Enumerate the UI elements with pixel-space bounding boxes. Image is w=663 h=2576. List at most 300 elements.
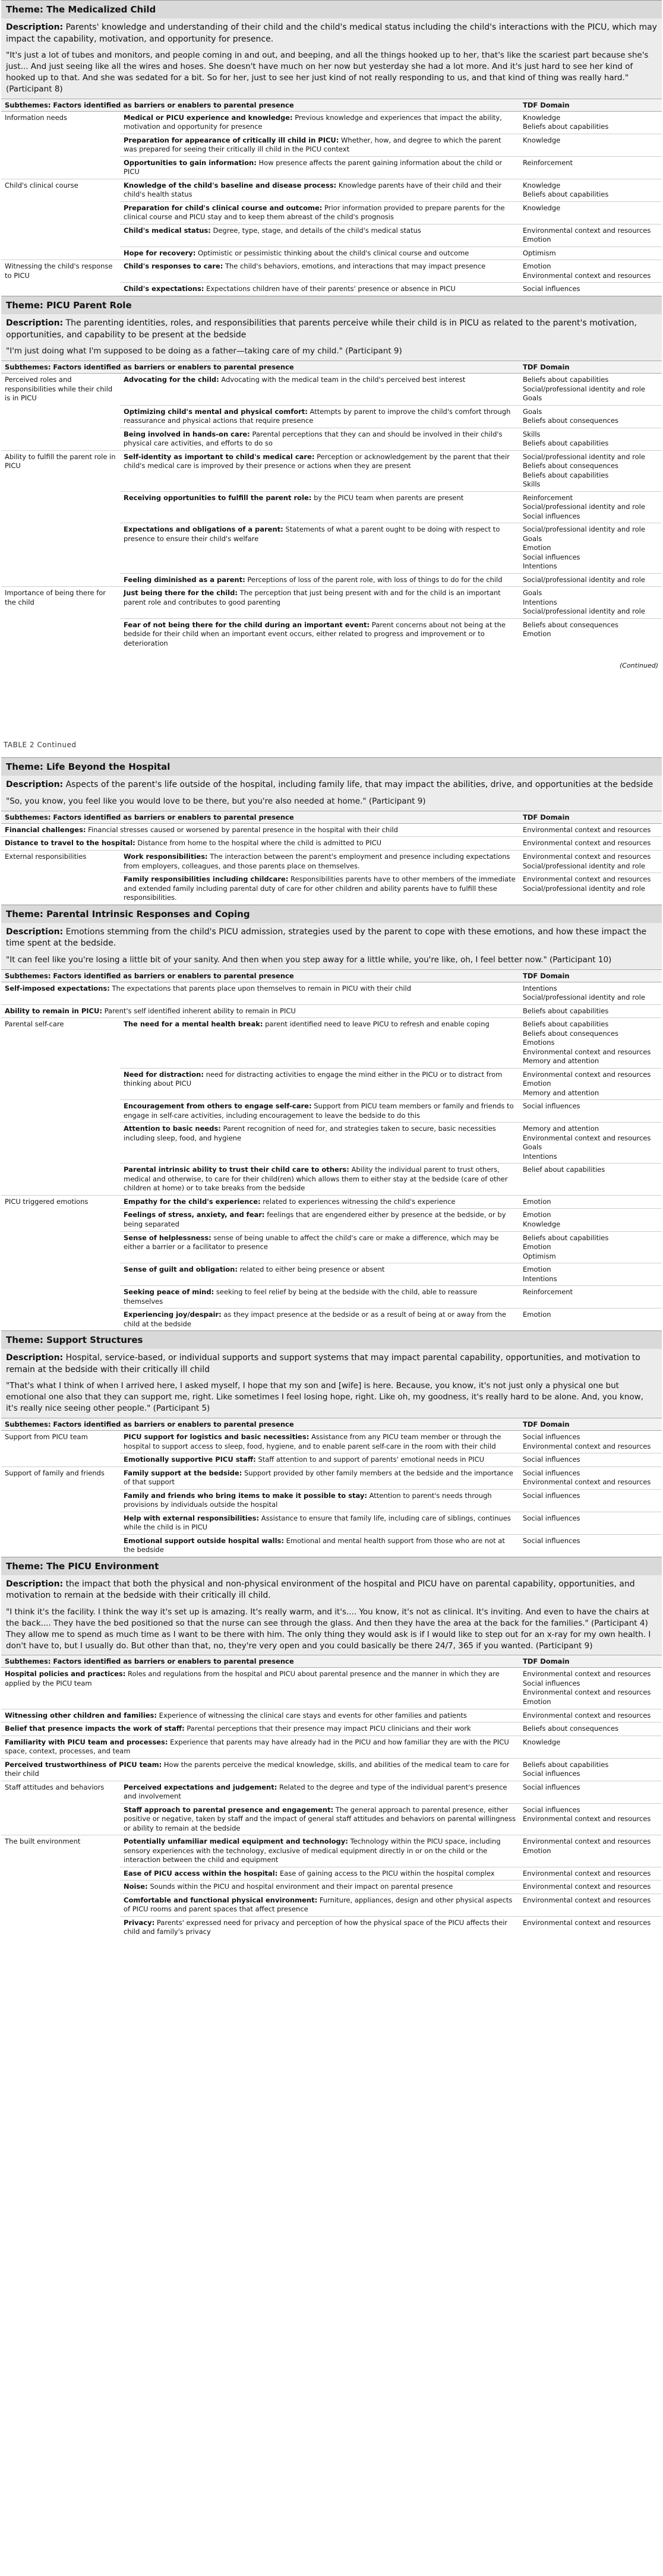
description-label: Description:: [6, 780, 64, 790]
subtheme-cell: [1, 1100, 120, 1123]
tdf-domain-cell: [519, 1668, 662, 1709]
factor-name: Family responsibilities including childcare:: [124, 875, 289, 884]
description-text: Aspects of the parent's life outside of the hospital, including family life, that may impact the abilities, drive, and opportunities at the bedside: [65, 780, 653, 790]
factor-cell: [120, 1466, 519, 1489]
tdf-domain-cell: [519, 1195, 662, 1209]
factor-cell: [120, 1100, 519, 1123]
tdf-header: TDF Domain: [519, 99, 662, 111]
factor-description: Attention to parent's needs through provisions by individuals outside the hospital: [124, 1491, 492, 1509]
factor-name: Advocating for the child:: [124, 375, 219, 384]
table-row: [1, 982, 662, 1004]
tdf-domain-cell: [519, 873, 662, 905]
tdf-domain: Beliefs about capabilities: [523, 1020, 609, 1029]
table-row: [1, 156, 662, 179]
tdf-domain-cell: [519, 201, 662, 224]
factor-cell: [120, 1894, 519, 1916]
factor-description: parent identified need to leave PICU to refresh and enable coping: [265, 1020, 490, 1029]
tdf-domain: Environmental context and resources: [523, 1815, 651, 1823]
factor-description: Support from PICU team members or family and friends to engage in self-care activities, including encouragement to leave the bedside to do this: [124, 1102, 514, 1120]
factor-description: Experience of witnessing the clinical care stays and events for other families and patients: [159, 1711, 467, 1720]
tdf-domain: Goals: [523, 394, 542, 403]
table-header-row: [1, 1655, 662, 1668]
factor-description: Ease of gaining access to the PICU within the hospital complex: [279, 1869, 495, 1878]
theme-title: Theme: The PICU Environment: [1, 1557, 662, 1575]
tdf-domain: Social influences: [523, 1536, 580, 1545]
factor-cell: [1, 1722, 519, 1736]
factor-description: Perception or acknowledgement by the parent that their child's medical care is improved by their presence or actions when they are present: [124, 452, 510, 470]
subthemes-header: Subthemes: Factors identified as barriers or enablers to parental presence: [1, 1418, 519, 1431]
subtheme-cell: [1, 156, 120, 179]
theme-section: [1, 905, 662, 1331]
factor-name: Fear of not being there for the child during an important event:: [124, 620, 370, 629]
table-header-row: [1, 361, 662, 374]
tdf-domain: Goals: [523, 1143, 542, 1152]
factor-description: Emotional and mental health support from those who are not at the bedside: [124, 1536, 505, 1554]
table-row: [1, 111, 662, 134]
table-caption: TABLE 2 Continued: [4, 741, 77, 750]
factor-name: Just being there for the child:: [124, 589, 238, 598]
tdf-domain: Emotion: [523, 630, 551, 639]
factor-name: Encouragement from others to engage self-care:: [124, 1102, 312, 1111]
tdf-domain: Environmental context and resources: [523, 1133, 651, 1142]
theme-description: [1, 923, 662, 953]
factor-cell: [120, 523, 519, 574]
factor-name: Expectations and obligations of a parent:: [124, 525, 283, 534]
factor-cell: [120, 1867, 519, 1880]
factor-description: Previous knowledge and experiences that impact the ability, motivation and opportunity for presence: [124, 113, 502, 131]
subtheme-cell: [1, 1512, 120, 1534]
tdf-domain: Social influences: [523, 1433, 580, 1442]
tdf-domain: Beliefs about capabilities: [523, 122, 609, 131]
factor-description: Parent recognition of need for, and strategies taken to secure, basic necessities including sleep, food, and hygiene: [124, 1124, 496, 1142]
tdf-domain: Social/professional identity and role: [523, 884, 645, 893]
tdf-domain-cell: [519, 837, 662, 851]
factor-cell: [120, 156, 519, 179]
tdf-domain: Memory and attention: [523, 1124, 599, 1133]
subtheme-cell: [1, 1803, 120, 1835]
factor-description: Financial stresses caused or worsened by parental presence in the hospital with their child: [88, 825, 398, 834]
description-text: Emotions stemming from the child's PICU admission, strategies used by the parent to cope with these emotions, and how these impact the time spent at the bedside.: [6, 927, 647, 949]
factor-cell: [120, 1123, 519, 1164]
theme-title: Theme: PICU Parent Role: [1, 296, 662, 314]
tdf-domain-cell: [519, 823, 662, 837]
tdf-domain-cell: [519, 1736, 662, 1758]
tdf-domain-cell: [519, 618, 662, 650]
tdf-domain: Social/professional identity and role: [523, 993, 645, 1002]
factor-name: Work responsibilities:: [124, 852, 208, 861]
description-text: Hospital, service-based, or individual supports and support systems that may impact parental capability, opportunities, and motivation to remain at the bedside with their critically ill child: [6, 1353, 640, 1374]
tdf-domain-cell: [519, 851, 662, 873]
tdf-domain-cell: [519, 982, 662, 1004]
subtheme-table: [1, 811, 662, 905]
subthemes-header: Subthemes: Factors identified as barriers or enablers to parental presence: [1, 811, 519, 823]
factor-name: PICU support for logistics and basic necessities:: [124, 1433, 310, 1442]
factor-cell: [120, 1263, 519, 1286]
tdf-domain-cell: [519, 134, 662, 156]
factor-cell: [120, 573, 519, 587]
factor-cell: [1, 1004, 519, 1018]
description-text: the impact that both the physical and non-physical environment of the hospital and PICU have on parental capability, opportunities, and motivation to remain at the bedside with their critically ill child.: [6, 1579, 635, 1601]
description-label: Description:: [6, 927, 64, 937]
table-row: [1, 1835, 662, 1867]
table-row: [1, 823, 662, 837]
table-row: [1, 1709, 662, 1722]
table-row: [1, 1263, 662, 1286]
factor-description: The interaction between the parent's employment and presence including expectations from employers, colleagues, and those parents place on themselves.: [124, 852, 510, 870]
tdf-domain: Skills: [523, 429, 541, 438]
tdf-domain: Beliefs about consequences: [523, 1029, 619, 1038]
factor-description: Experience that parents may have already had in the PICU and how familiar they are with the PICU space, context, processes, and team: [5, 1737, 509, 1756]
subtheme-cell: [1, 1068, 120, 1100]
tdf-header: TDF Domain: [519, 969, 662, 982]
factor-cell: [120, 1803, 519, 1835]
factor-name: Preparation for child's clinical course and outcome:: [124, 203, 323, 212]
table-row: [1, 1758, 662, 1781]
subtheme-cell: [1, 1209, 120, 1231]
subthemes-header: Subthemes: Factors identified as barriers or enablers to parental presence: [1, 1655, 519, 1668]
factor-cell: [120, 1453, 519, 1467]
subtheme-cell: [1, 1867, 120, 1880]
factor-name: Family support at the bedside:: [124, 1468, 242, 1477]
tdf-domain: Social influences: [523, 1491, 580, 1500]
tdf-domain: Emotion: [523, 1265, 551, 1274]
factor-name: Belief that presence impacts the work of staff:: [5, 1724, 185, 1733]
tdf-domain: Social/professional identity and role: [523, 525, 645, 534]
tdf-domain: Social influences: [523, 1513, 580, 1522]
tdf-domain: Social influences: [523, 1805, 580, 1814]
factor-name: Family and friends who bring items to make it possible to stay:: [124, 1491, 367, 1500]
subtheme-table: [1, 1418, 662, 1557]
factor-name: Self-identity as important to child's medical care:: [124, 452, 315, 461]
table-row: [1, 405, 662, 428]
factor-description: Statements of what a parent ought to be doing with respect to presence to ensure their child's welfare: [124, 525, 500, 543]
factor-cell: [120, 1489, 519, 1512]
factor-description: seeking to feel relief by being at the bedside with the child, able to reassure themselves: [124, 1288, 478, 1306]
factor-description: Degree, type, stage, and details of the child's medical status: [213, 226, 421, 235]
theme-quote: "I think it's the facility. I think the way it's set up is amazing. It's really warm, and it's.... You know, it's not as clinical. It's inviting. And even to have the chairs at the back.... They have the bed positioned so that the nurse can see through the glass. And then they have the area at the back for the families." (Participant 4) They allow me to spend as much time as I want to be there with him. The only thing they would ask is if I would like to step out for an x-ray for my own health. I don't have to, but I usually do. But other than that, no, they're very open and you could basically be there 24/7, 365 if you wanted. (Participant 9): [1, 1605, 662, 1655]
subtheme-cell: [1, 491, 120, 523]
factor-cell: [120, 1916, 519, 1939]
tdf-domain: Emotion: [523, 1846, 551, 1855]
tdf-domain: Beliefs about capabilities: [523, 1233, 609, 1242]
subtheme-cell: [1, 1231, 120, 1263]
table-row: [1, 179, 662, 201]
tdf-domain: Environmental context and resources: [523, 1882, 651, 1891]
factor-cell: [120, 873, 519, 905]
subtheme-cell: The built environment: [1, 1835, 120, 1867]
tdf-domain-cell: [519, 1018, 662, 1069]
factor-description: Technology within the PICU space, including sensory experiences with the technology, exclusive of medical equipment directly in or on the child or the interaction between the child and equipment: [124, 1837, 501, 1864]
factor-cell: [1, 982, 519, 1004]
factor-description: Sounds within the PICU and hospital environment and their impact on parental presence: [150, 1882, 453, 1891]
tdf-domain: Environmental context and resources: [523, 1895, 651, 1904]
factor-cell: [120, 450, 519, 491]
tdf-domain: Social influences: [523, 1679, 580, 1687]
description-label: Description:: [6, 1353, 64, 1363]
table-row: [1, 1100, 662, 1123]
tdf-domain-cell: [519, 1068, 662, 1100]
factor-description: Expectations children have of their parents' presence or absence in PICU: [206, 285, 456, 293]
tdf-domain-cell: [519, 1867, 662, 1880]
tdf-domain: Environmental context and resources: [523, 825, 651, 834]
tdf-domain-cell: [519, 1512, 662, 1534]
tdf-domain-cell: [519, 1916, 662, 1939]
table-row: [1, 1195, 662, 1209]
subthemes-header: Subthemes: Factors identified as barriers or enablers to parental presence: [1, 969, 519, 982]
factor-description: Knowledge parents have of their child and their child's health status: [124, 181, 502, 199]
tdf-domain: Social/professional identity and role: [523, 384, 645, 393]
table-row: [1, 1209, 662, 1231]
factor-cell: [120, 1781, 519, 1803]
tdf-domain: Environmental context and resources: [523, 1047, 651, 1056]
tdf-domain: Social/professional identity and role: [523, 452, 645, 461]
tdf-domain-cell: [519, 1489, 662, 1512]
tdf-domain: Social influences: [523, 1468, 580, 1477]
subtheme-cell: Support of family and friends: [1, 1466, 120, 1489]
subtheme-table: [1, 969, 662, 1331]
factor-name: Experiencing joy/despair:: [124, 1310, 222, 1319]
factor-cell: [120, 1018, 519, 1069]
table-row: [1, 1867, 662, 1880]
table-part-two: [1, 757, 662, 1938]
tdf-domain: Knowledge: [523, 1220, 561, 1228]
table-row: [1, 1018, 662, 1069]
tdf-domain: Social influences: [523, 285, 580, 293]
tdf-domain: Optimism: [523, 248, 556, 257]
tdf-domain-cell: [519, 1709, 662, 1722]
table-row: [1, 201, 662, 224]
factor-description: The expectations that parents place upon themselves to remain in PICU with their child: [112, 984, 412, 993]
tdf-domain-cell: [519, 1123, 662, 1164]
description-text: Parents' knowledge and understanding of their child and the child's medical status including the child's interactions with the PICU, which may impact the capability, motivation, and opportunity for presence.: [6, 23, 657, 44]
factor-cell: [1, 1758, 519, 1781]
tdf-domain: Skills: [523, 480, 541, 489]
table-row: [1, 851, 662, 873]
table-row: [1, 1916, 662, 1939]
factor-cell: [120, 1835, 519, 1867]
subtheme-cell: [1, 1286, 120, 1308]
tdf-domain: Environmental context and resources: [523, 1869, 651, 1878]
tdf-domain-cell: [519, 111, 662, 134]
subtheme-cell: [1, 246, 120, 260]
tdf-domain-cell: [519, 283, 662, 296]
factor-description: feelings that are engendered either by presence at the bedside, or by being separated: [124, 1210, 506, 1228]
factor-name: Help with external responsibilities:: [124, 1513, 260, 1522]
factor-name: Receiving opportunities to fulfill the parent role:: [124, 493, 312, 502]
theme-quote: "I'm just doing what I'm supposed to be doing as a father—taking care of my child." (Participant 9): [1, 344, 662, 361]
tdf-domain: Emotion: [523, 1210, 551, 1219]
subtheme-cell: Perceived roles and responsibilities while their child is in PICU: [1, 374, 120, 406]
theme-quote: "It can feel like you're losing a little bit of your sanity. And then when you step away for a little while, you're like, oh, I feel better now." (Participant 10): [1, 953, 662, 969]
factor-description: Ability the individual parent to trust others, medical and otherwise, to care for their child(ren) which allows them to either stay at the bedside (care of other children at home) or to take breaks from the bedside: [124, 1165, 508, 1193]
tdf-domain: Reinforcement: [523, 493, 573, 502]
tdf-domain: Emotion: [523, 543, 551, 552]
factor-name: Parental intrinsic ability to trust their child care to others:: [124, 1165, 349, 1174]
factor-description: How presence affects the parent gaining information about the child or PICU: [124, 158, 503, 176]
factor-name: Child's medical status:: [124, 226, 211, 235]
factor-cell: [120, 246, 519, 260]
factor-description: as they impact presence at the bedside or as a result of being at or away from the child at the bedside: [124, 1310, 506, 1328]
table-row: [1, 1231, 662, 1263]
factor-name: Privacy:: [124, 1918, 155, 1927]
factor-name: Feelings of stress, anxiety, and fear:: [124, 1210, 265, 1219]
tdf-domain: Social/professional identity and role Social influences: [523, 502, 645, 520]
tdf-domain-cell: [519, 405, 662, 428]
table-row: [1, 428, 662, 450]
factor-cell: [120, 201, 519, 224]
theme-quote: "That's what I think of when I arrived here, I asked myself, I hope that my son and [wife] is here. Because, you know, it's not just only a physical one but emotional one also that they can support me, right. Like sometimes I feel losing hope, right. Like oh, my goodness, it's really hard to be alone. And, you know, it's really nice seeing other people." (Participant 5): [1, 1379, 662, 1418]
tdf-domain: Beliefs about consequences: [523, 620, 619, 629]
factor-description: need for distracting activities to engage the mind either in the PICU or to distract from thinking about PICU: [124, 1070, 503, 1088]
description-text: The parenting identities, roles, and responsibilities that parents perceive while their child is in PICU as related to the parent's motivation, opportunities, and capability to be present at the bedside: [6, 318, 637, 340]
tdf-domain: Memory and attention: [523, 1057, 599, 1066]
tdf-domain: Social influences: [523, 1782, 580, 1791]
tdf-domain: Environmental context and resources: [523, 226, 651, 235]
factor-name: Child's expectations:: [124, 285, 204, 293]
tdf-domain: Belief about capabilities: [523, 1165, 605, 1174]
factor-name: Attention to basic needs:: [124, 1124, 221, 1133]
tdf-domain-cell: [519, 1263, 662, 1286]
tdf-domain: Environmental context and resources: [523, 1711, 651, 1720]
factor-cell: [120, 111, 519, 134]
subtheme-cell: [1, 224, 120, 246]
table-row: [1, 523, 662, 574]
factor-cell: [120, 224, 519, 246]
factor-name: Empathy for the child's experience:: [124, 1197, 261, 1206]
tdf-domain-cell: [519, 224, 662, 246]
factor-cell: [120, 1195, 519, 1209]
factor-description: Prior information provided to prepare parents for the clinical course and PICU stay and to keep them abreast of the child's prognosis: [124, 203, 505, 222]
factor-description: Parent concerns about not being at the bedside for their child when an important event occurs, either related to progress and improvement or to deterioration: [124, 620, 506, 647]
factor-cell: [120, 491, 519, 523]
tdf-domain: Environmental context and resources: [523, 1442, 651, 1450]
tdf-domain: Emotions: [523, 1038, 555, 1047]
theme-description: [1, 1349, 662, 1379]
factor-name: Witnessing other children and families:: [5, 1711, 157, 1720]
tdf-domain: Intentions: [523, 984, 557, 993]
tdf-domain-cell: [519, 491, 662, 523]
factor-name: Noise:: [124, 1882, 148, 1891]
table-row: [1, 491, 662, 523]
factor-name: Ease of PICU access within the hospital:: [124, 1869, 278, 1878]
theme-quote: "It's just a lot of tubes and monitors, and people coming in and out, and beeping, and all the things hooked up to her, that's like the scariest part because she's just... And just seeing like all the wires and hoses. She doesn't have much on her now but yesterday she had a lot more. And it's just hard to see her kind of hooked up to that. And she was sedated for a bit. So for her, just to see her just kind of not really responding to us, and that kind of thing was really hard." (Participant 8): [1, 49, 662, 99]
factor-description: Staff attention to and support of parents' emotional needs in PICU: [258, 1455, 485, 1464]
tdf-domain: Emotion: [523, 1243, 551, 1251]
tdf-domain: Social influences: [523, 1102, 580, 1111]
tdf-domain-cell: [519, 1781, 662, 1803]
factor-description: Assistance to ensure that family life, including care of siblings, continues while the child is in PICU: [124, 1513, 511, 1532]
table-row: [1, 618, 662, 650]
tdf-domain: Knowledge: [523, 203, 561, 212]
factor-name: The need for a mental health break:: [124, 1020, 263, 1029]
factor-cell: [120, 1534, 519, 1557]
factor-description: Attempts by parent to improve the child's comfort through reassurance and physical actions that require presence: [124, 407, 511, 425]
tdf-domain: Reinforcement: [523, 1288, 573, 1297]
subtheme-cell: [1, 405, 120, 428]
table-row: [1, 1880, 662, 1894]
subtheme-cell: [1, 134, 120, 156]
factor-cell: [120, 1068, 519, 1100]
subtheme-cell: [1, 1308, 120, 1331]
factor-description: related to experiences witnessing the child's experience: [263, 1197, 456, 1206]
factor-cell: [1, 837, 519, 851]
table-header-row: [1, 99, 662, 111]
factor-cell: [120, 1308, 519, 1331]
tdf-domain: Social influences: [523, 1455, 580, 1464]
table-row: [1, 1668, 662, 1709]
table-row: [1, 134, 662, 156]
tdf-domain: Emotion: [523, 1079, 551, 1088]
tdf-header: TDF Domain: [519, 811, 662, 823]
factor-description: Parental perceptions that their presence may impact PICU clinicians and their work: [187, 1724, 471, 1733]
tdf-domain: Knowledge: [523, 1737, 561, 1746]
subthemes-header: Subthemes: Factors identified as barriers or enablers to parental presence: [1, 99, 519, 111]
tdf-domain: Social/professional identity and role: [523, 861, 645, 870]
factor-description: Parents' expressed need for privacy and perception of how the physical space of the PICU affects their child and family's privacy: [124, 1918, 508, 1936]
tdf-domain: Intentions: [523, 1152, 557, 1161]
factor-description: The child's behaviors, emotions, and interactions that may impact presence: [225, 262, 486, 271]
theme-title: Theme: Life Beyond the Hospital: [1, 757, 662, 776]
tdf-header: TDF Domain: [519, 1655, 662, 1668]
subtheme-cell: [1, 873, 120, 905]
table-row: [1, 1123, 662, 1164]
subtheme-table: [1, 99, 662, 296]
factor-cell: [120, 134, 519, 156]
subtheme-table: [1, 361, 662, 650]
theme-section: [1, 1330, 662, 1557]
factor-description: Roles and regulations from the hospital and PICU about parental presence and the manner in which they are applied by the PICU team: [5, 1670, 500, 1687]
description-label: Description:: [6, 1579, 64, 1589]
subtheme-cell: Parental self-care: [1, 1018, 120, 1069]
tdf-domain: Reinforcement: [523, 158, 573, 167]
tdf-domain-cell: [519, 428, 662, 450]
factor-description: Distance from home to the hospital where the child is admitted to PICU: [137, 839, 382, 848]
table-row: [1, 1512, 662, 1534]
subtheme-cell: [1, 573, 120, 587]
tdf-domain: Social influences: [523, 1769, 580, 1778]
factor-name: Opportunities to gain information:: [124, 158, 257, 167]
subtheme-cell: Ability to fulfill the parent role in PICU: [1, 450, 120, 491]
subtheme-cell: Witnessing the child's response to PICU: [1, 260, 120, 283]
subtheme-cell: External responsibilities: [1, 851, 120, 873]
tdf-domain-cell: [519, 246, 662, 260]
factor-name: Feeling diminished as a parent:: [124, 575, 245, 584]
factor-name: Emotional support outside hospital walls:: [124, 1536, 284, 1545]
subtheme-cell: [1, 618, 120, 650]
factor-cell: [120, 1286, 519, 1308]
tdf-domain-cell: [519, 374, 662, 406]
table-row: [1, 283, 662, 296]
tdf-domain: Memory and attention: [523, 1088, 599, 1097]
factor-cell: [120, 587, 519, 619]
table-row: [1, 1534, 662, 1557]
table-row: [1, 260, 662, 283]
factor-cell: [120, 374, 519, 406]
theme-section: [1, 0, 662, 296]
tdf-domain: Environmental context and resources: [523, 839, 651, 848]
factor-name: Optimizing child's mental and physical comfort:: [124, 407, 308, 416]
factor-name: Distance to travel to the hospital:: [5, 839, 135, 848]
tdf-domain: Beliefs about capabilities: [523, 375, 609, 384]
tdf-domain-cell: [519, 587, 662, 619]
table-row: [1, 573, 662, 587]
theme-description: [1, 776, 662, 795]
subtheme-cell: [1, 428, 120, 450]
subtheme-cell: Information needs: [1, 111, 120, 134]
factor-description: The general approach to parental presence, either positive or negative, taken by staff and the impact of general staff attitudes and behaviors on parental willingness or ability to remain at the bedside: [124, 1805, 516, 1832]
factor-description: sense of being unable to affect the child's care or make a difference, which may be either a barrier or a facilitator to presence: [124, 1233, 499, 1251]
tdf-domain-cell: [519, 1803, 662, 1835]
